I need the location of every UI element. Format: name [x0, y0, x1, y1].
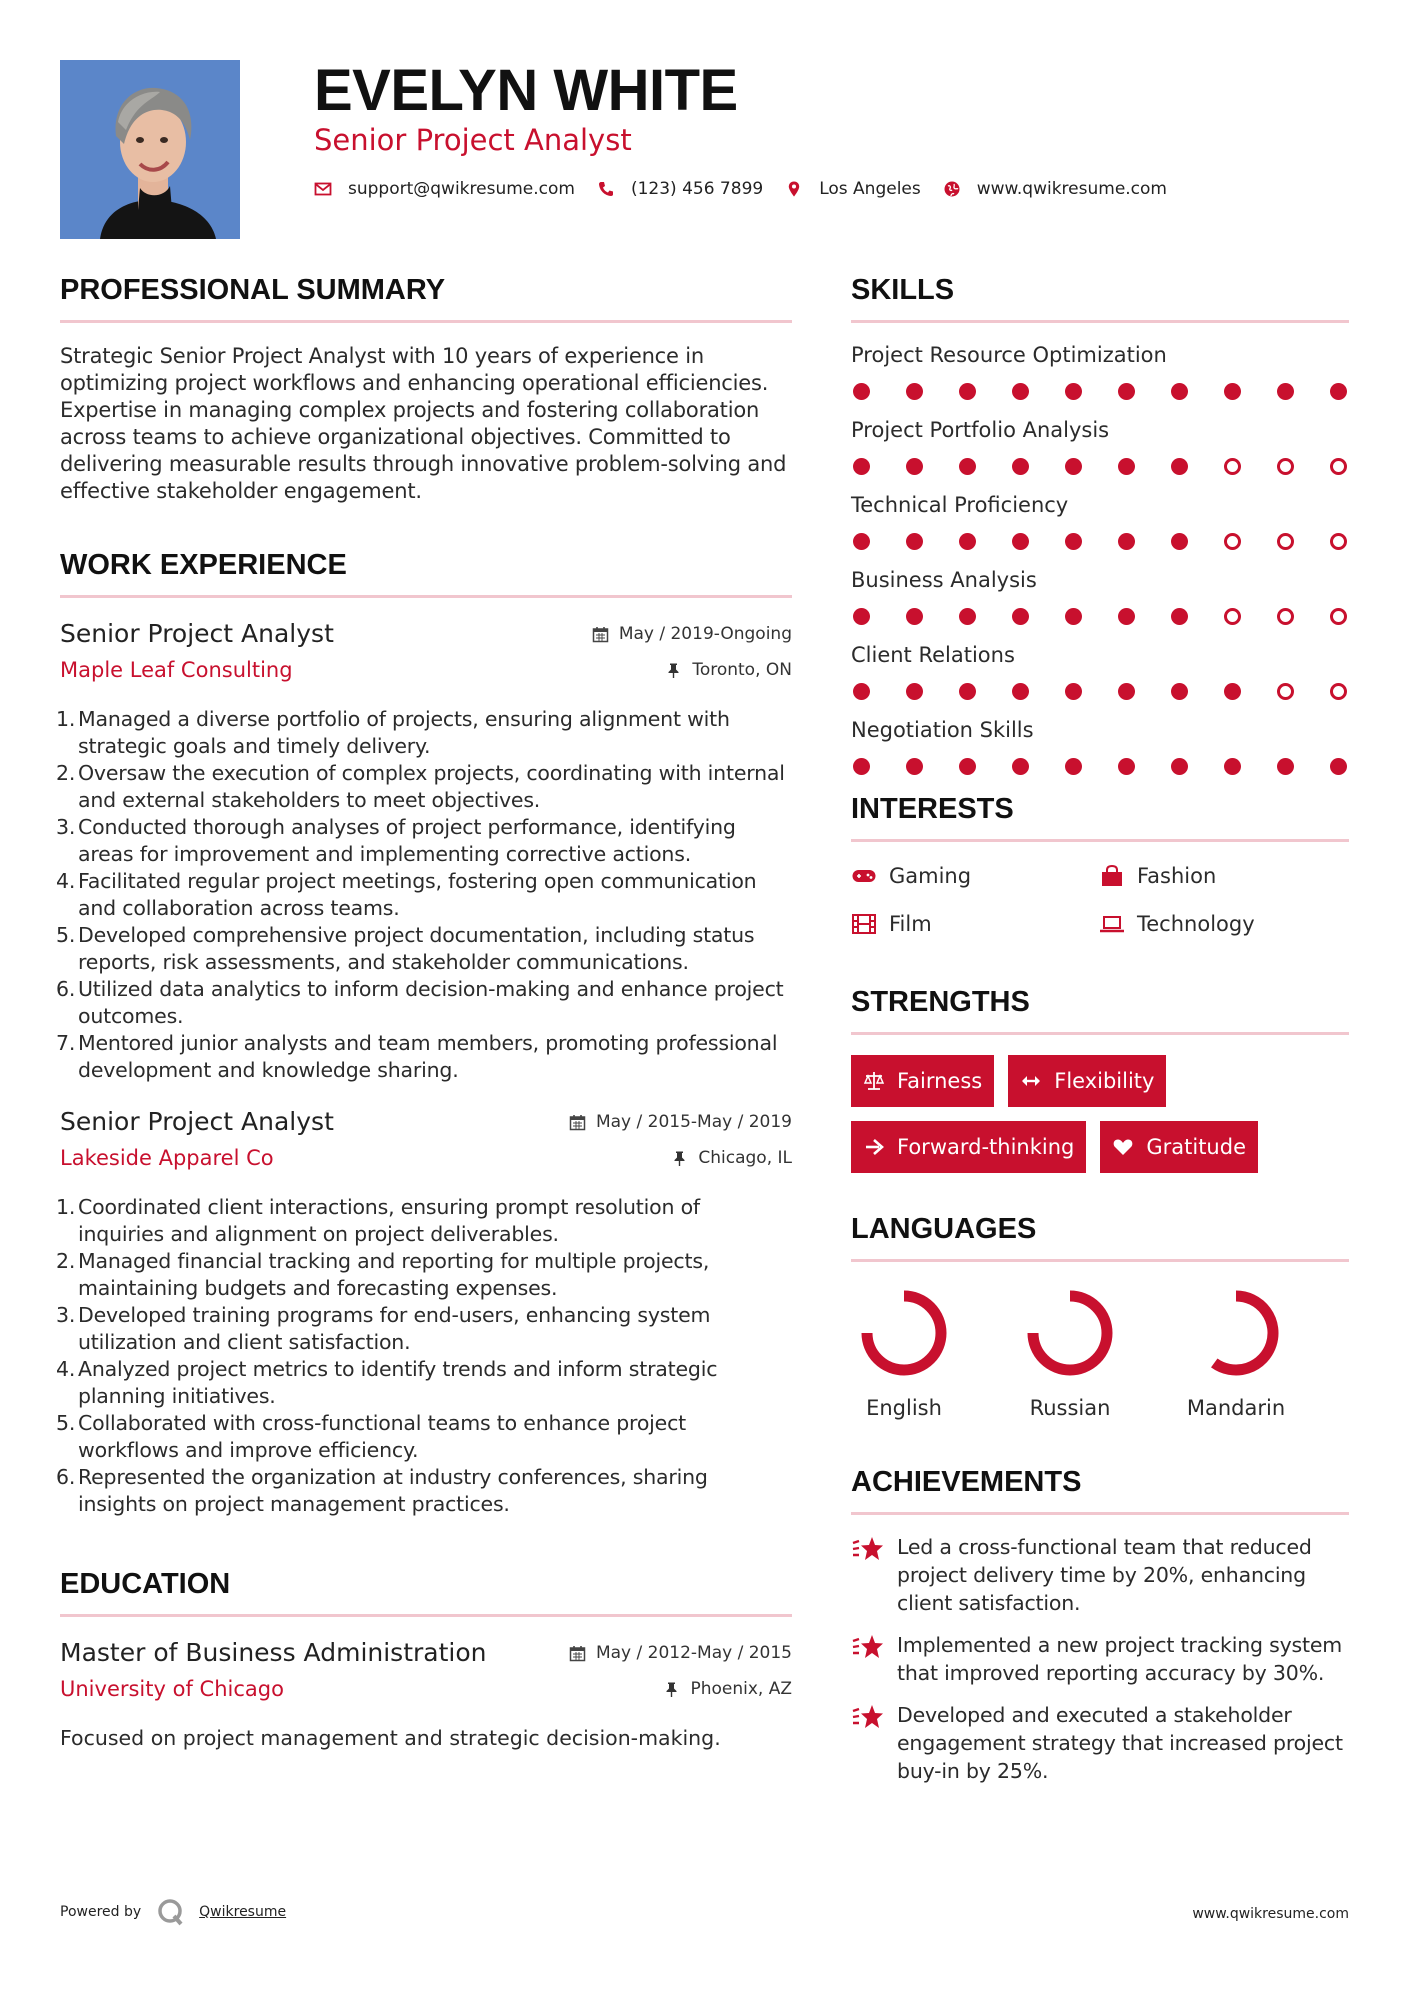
rating-dot-filled — [959, 683, 976, 700]
education-date-text: May / 2012-May / 2015 — [595, 1643, 792, 1663]
laptop-icon — [1099, 913, 1125, 935]
education-location-text: Phoenix, AZ — [690, 1679, 792, 1699]
rating-dot-filled — [1065, 458, 1082, 475]
interest-item — [851, 910, 1099, 938]
rating-dot-filled — [853, 383, 870, 400]
list-item: 1. Managed a diverse portfolio of projects, ensuring alignment with strategic goals and timely delivery. — [56, 707, 730, 758]
rating-dot-empty — [1330, 608, 1347, 625]
strength-tag — [1100, 1121, 1258, 1173]
language-item — [851, 1288, 1017, 1420]
contact-bar — [314, 176, 1189, 202]
list-item: 1. Coordinated client interactions, ensuring prompt resolution of inquiries and alignment on project deliverables. — [56, 1195, 700, 1246]
rating-dot-filled — [1224, 758, 1241, 775]
job-date — [592, 624, 792, 644]
rating-dot-filled — [1065, 683, 1082, 700]
education-location — [663, 1679, 792, 1699]
rating-dot-empty — [1224, 533, 1241, 550]
contact-email[interactable] — [314, 179, 575, 199]
degree-title: Master of Business Administration — [60, 1638, 487, 1667]
language-name: Mandarin — [1186, 1396, 1286, 1420]
calendar-icon — [569, 1645, 586, 1662]
skill-item — [851, 566, 1349, 625]
job-date-text: May / 2015-May / 2019 — [595, 1112, 792, 1132]
job-title: Senior Project Analyst — [60, 1107, 334, 1136]
job-entry — [56, 1106, 792, 1518]
rating-dot-empty — [1224, 608, 1241, 625]
contact-location — [785, 179, 921, 199]
rating-dot-filled — [1118, 758, 1135, 775]
education-entry — [60, 1637, 792, 1752]
section-divider — [60, 320, 792, 323]
strengths-section — [851, 984, 1349, 1187]
section-divider — [60, 595, 792, 598]
list-item: 5. Developed comprehensive project documentation, including status reports, risk assessments, and stakeholder communications. — [56, 923, 755, 974]
section-title: EDUCATION — [60, 1568, 231, 1600]
section-title: ACHIEVEMENTS — [851, 1466, 1082, 1498]
globe-icon — [943, 180, 961, 198]
qwikresume-link[interactable]: Qwikresume — [199, 1904, 287, 1920]
skill-name: Technical Proficiency — [851, 493, 1069, 517]
rating-dot-filled — [959, 383, 976, 400]
rating-dot-filled — [1065, 533, 1082, 550]
language-name: Russian — [1029, 1396, 1111, 1420]
rating-dot-filled — [1012, 458, 1029, 475]
interest-label: Film — [889, 912, 932, 936]
footer-website[interactable]: www.qwikresume.com — [1192, 1906, 1349, 1922]
skill-item — [851, 716, 1349, 775]
language-item — [1183, 1288, 1349, 1420]
job-location-text: Toronto, ON — [692, 660, 792, 680]
pushpin-icon — [663, 1681, 680, 1698]
job-header — [60, 1106, 792, 1180]
heart-icon — [1112, 1136, 1134, 1158]
rating-dot-filled — [906, 383, 923, 400]
strength-label: Flexibility — [1054, 1069, 1155, 1093]
job-location — [671, 1148, 792, 1168]
section-title: WORK EXPERIENCE — [60, 549, 347, 581]
rating-dot-empty — [1330, 683, 1347, 700]
list-item: 2. Oversaw the execution of complex projects, coordinating with internal and external stakeholders to meet objectives. — [56, 761, 785, 812]
list-item: 4. Analyzed project metrics to identify trends and inform strategic planning initiatives. — [56, 1357, 718, 1408]
language-proficiency-arc — [867, 1296, 941, 1370]
language-proficiency-ring — [859, 1288, 949, 1378]
section-divider — [851, 1032, 1349, 1035]
rating-dot-filled — [1171, 458, 1188, 475]
achievement-item — [851, 1533, 1349, 1617]
skill-rating — [851, 458, 1349, 475]
rating-dot-filled — [1277, 758, 1294, 775]
rating-dot-filled — [1065, 608, 1082, 625]
contact-website[interactable] — [943, 179, 1167, 199]
section-divider — [60, 1614, 792, 1617]
rating-dot-filled — [853, 608, 870, 625]
skill-item — [851, 341, 1349, 400]
languages-section — [851, 1211, 1349, 1420]
strength-label: Gratitude — [1146, 1135, 1246, 1159]
skill-rating — [851, 758, 1349, 775]
experience-section — [56, 547, 792, 1518]
rating-dot-filled — [853, 758, 870, 775]
job-company: Lakeside Apparel Co — [60, 1146, 274, 1170]
pushpin-icon — [665, 662, 682, 679]
calendar-icon — [569, 1114, 586, 1131]
rating-dot-filled — [1171, 608, 1188, 625]
rating-dot-filled — [1118, 458, 1135, 475]
education-header — [60, 1637, 792, 1711]
interest-label: Gaming — [889, 864, 972, 888]
strength-label: Fairness — [897, 1069, 983, 1093]
shopping-bag-icon — [1099, 865, 1125, 887]
skill-rating — [851, 533, 1349, 550]
rating-dot-filled — [959, 608, 976, 625]
skill-name: Client Relations — [851, 643, 1015, 667]
candidate-name: EVELYN WHITE — [314, 58, 738, 123]
gamepad-icon — [851, 865, 877, 887]
skill-name: Business Analysis — [851, 568, 1037, 592]
language-item — [1017, 1288, 1183, 1420]
skill-rating — [851, 383, 1349, 400]
section-divider — [851, 1512, 1349, 1515]
language-proficiency-arc — [1214, 1296, 1273, 1370]
section-title: SKILLS — [851, 274, 955, 306]
pushpin-icon — [671, 1150, 688, 1167]
job-location-text: Chicago, IL — [698, 1148, 792, 1168]
rating-dot-filled — [1171, 758, 1188, 775]
interest-item — [1099, 910, 1349, 938]
rating-dot-filled — [853, 683, 870, 700]
rating-dot-filled — [1065, 383, 1082, 400]
rating-dot-filled — [1118, 383, 1135, 400]
rating-dot-filled — [1224, 383, 1241, 400]
location-pin-icon — [785, 180, 803, 198]
rating-dot-filled — [906, 758, 923, 775]
strength-tag — [1008, 1055, 1166, 1107]
job-date-text: May / 2019-Ongoing — [618, 624, 792, 644]
rating-dot-filled — [1012, 758, 1029, 775]
job-location — [665, 660, 792, 680]
contact-phone-text: (123) 456 7899 — [630, 179, 764, 199]
achievement-item — [851, 1701, 1349, 1785]
skill-item — [851, 641, 1349, 700]
contact-website-text: www.qwikresume.com — [976, 179, 1167, 199]
rating-dot-filled — [1277, 383, 1294, 400]
job-date — [569, 1112, 792, 1132]
list-item: 7. Mentored junior analysts and team members, promoting professional development and knowledge sharing. — [56, 1031, 778, 1082]
rating-dot-filled — [1012, 533, 1029, 550]
section-divider — [851, 839, 1349, 842]
skills-list — [851, 341, 1349, 775]
rating-dot-empty — [1330, 458, 1347, 475]
rating-dot-filled — [906, 533, 923, 550]
right-column — [851, 272, 1349, 1785]
interests-grid — [851, 862, 1349, 938]
rating-dot-empty — [1277, 683, 1294, 700]
section-title: STRENGTHS — [851, 986, 1030, 1018]
school-name: University of Chicago — [60, 1677, 284, 1701]
skill-name: Negotiation Skills — [851, 718, 1034, 742]
rating-dot-filled — [906, 608, 923, 625]
job-header — [60, 618, 792, 692]
phone-icon — [597, 180, 615, 198]
contact-location-text: Los Angeles — [819, 179, 921, 199]
skill-item — [851, 491, 1349, 550]
achievement-item — [851, 1631, 1349, 1687]
skill-name: Project Portfolio Analysis — [851, 418, 1110, 442]
contact-phone[interactable] — [597, 179, 763, 199]
email-icon — [314, 180, 332, 198]
section-divider — [851, 320, 1349, 323]
strength-tag — [851, 1055, 994, 1107]
rating-dot-filled — [1171, 383, 1188, 400]
rating-dot-empty — [1277, 533, 1294, 550]
star-award-icon — [851, 1703, 885, 1731]
achievement-text: Implemented a new project tracking system that improved reporting accuracy by 30%. — [897, 1633, 1343, 1685]
skill-rating — [851, 608, 1349, 625]
interest-item — [851, 862, 1099, 890]
rating-dot-filled — [1012, 383, 1029, 400]
job-company: Maple Leaf Consulting — [60, 658, 293, 682]
left-column — [56, 272, 792, 1752]
star-award-icon — [851, 1535, 885, 1563]
list-item: 3. Conducted thorough analyses of project performance, identifying areas for improvement and implementing corrective actions. — [56, 815, 736, 866]
achievement-text: Developed and executed a stakeholder engagement strategy that increased project buy-in by 25%. — [897, 1703, 1343, 1783]
rating-dot-filled — [906, 683, 923, 700]
profile-photo — [60, 60, 240, 239]
interests-section — [851, 791, 1349, 938]
rating-dot-filled — [853, 533, 870, 550]
powered-by-label: Powered by — [60, 1904, 142, 1920]
education-description: Focused on project management and strategic decision-making. — [60, 1726, 721, 1750]
rating-dot-filled — [853, 458, 870, 475]
contact-email-text: support@qwikresume.com — [348, 179, 575, 199]
rating-dot-filled — [959, 458, 976, 475]
achievements-section — [851, 1464, 1349, 1785]
rating-dot-filled — [1171, 683, 1188, 700]
qwikresume-logo-icon — [157, 1898, 185, 1926]
language-proficiency-ring — [1191, 1288, 1281, 1378]
strength-label: Forward-thinking — [897, 1135, 1075, 1159]
rating-dot-filled — [1224, 683, 1241, 700]
achievement-text: Led a cross-functional team that reduced project delivery time by 20%, enhancing client satisfaction. — [897, 1535, 1312, 1615]
job-bullets — [56, 706, 792, 1084]
list-item: 5. Collaborated with cross-functional teams to enhance project workflows and improve efficiency. — [56, 1411, 686, 1462]
rating-dot-filled — [1171, 533, 1188, 550]
rating-dot-filled — [1118, 533, 1135, 550]
skills-section — [851, 272, 1349, 775]
languages-list — [851, 1288, 1349, 1420]
rating-dot-filled — [1012, 608, 1029, 625]
skill-item — [851, 416, 1349, 475]
list-item: 4. Facilitated regular project meetings, fostering open communication and collaboration across teams. — [56, 869, 757, 920]
rating-dot-filled — [1118, 683, 1135, 700]
rating-dot-filled — [959, 533, 976, 550]
candidate-title: Senior Project Analyst — [314, 123, 632, 157]
film-icon — [851, 913, 877, 935]
star-award-icon — [851, 1633, 885, 1661]
summary-text: Strategic Senior Project Analyst with 10 years of experience in optimizing project workflows and enhancing operational efficiencies. Expertise in managing complex projects and fostering collaboration across teams to achieve organizational objectives. Committed to delivering measurable results through innovative problem-solving and effective stakeholder engagement. — [60, 344, 787, 503]
strength-tag — [851, 1121, 1086, 1173]
interest-label: Technology — [1137, 912, 1255, 936]
rating-dot-filled — [1330, 383, 1347, 400]
rating-dot-filled — [1065, 758, 1082, 775]
section-title: INTERESTS — [851, 793, 1014, 825]
rating-dot-empty — [1330, 533, 1347, 550]
education-section — [60, 1566, 792, 1752]
skill-name: Project Resource Optimization — [851, 343, 1167, 367]
rating-dot-filled — [1330, 758, 1347, 775]
education-date — [569, 1643, 792, 1663]
section-title: PROFESSIONAL SUMMARY — [60, 274, 446, 306]
rating-dot-empty — [1277, 608, 1294, 625]
rating-dot-filled — [906, 458, 923, 475]
arrow-right-icon — [863, 1136, 885, 1158]
section-divider — [851, 1259, 1349, 1262]
rating-dot-filled — [1012, 683, 1029, 700]
rating-dot-empty — [1277, 458, 1294, 475]
rating-dot-empty — [1224, 458, 1241, 475]
rating-dot-filled — [1118, 608, 1135, 625]
list-item: 2. Managed financial tracking and reporting for multiple projects, maintaining budgets and forecasting expenses. — [56, 1249, 710, 1300]
list-item: 6. Utilized data analytics to inform decision-making and enhance project outcomes. — [56, 977, 784, 1028]
interest-label: Fashion — [1137, 864, 1217, 888]
section-title: LANGUAGES — [851, 1213, 1037, 1245]
summary-section — [60, 272, 792, 505]
job-title: Senior Project Analyst — [60, 619, 334, 648]
list-item: 6. Represented the organization at industry conferences, sharing insights on project management practices. — [56, 1465, 708, 1516]
list-item: 3. Developed training programs for end-users, enhancing system utilization and client satisfaction. — [56, 1303, 711, 1354]
rating-dot-filled — [959, 758, 976, 775]
footer-powered-by — [60, 1898, 286, 1926]
job-bullets — [56, 1194, 792, 1518]
language-proficiency-arc — [1033, 1296, 1107, 1370]
interest-item — [1099, 862, 1349, 890]
calendar-icon — [592, 626, 609, 643]
strengths-list — [851, 1055, 1349, 1187]
achievements-list — [851, 1533, 1349, 1785]
arrows-horizontal-icon — [1020, 1070, 1042, 1092]
language-proficiency-ring — [1025, 1288, 1115, 1378]
job-entry — [56, 618, 792, 1084]
language-name: English — [866, 1396, 942, 1420]
skill-rating — [851, 683, 1349, 700]
balance-scale-icon — [863, 1070, 885, 1092]
